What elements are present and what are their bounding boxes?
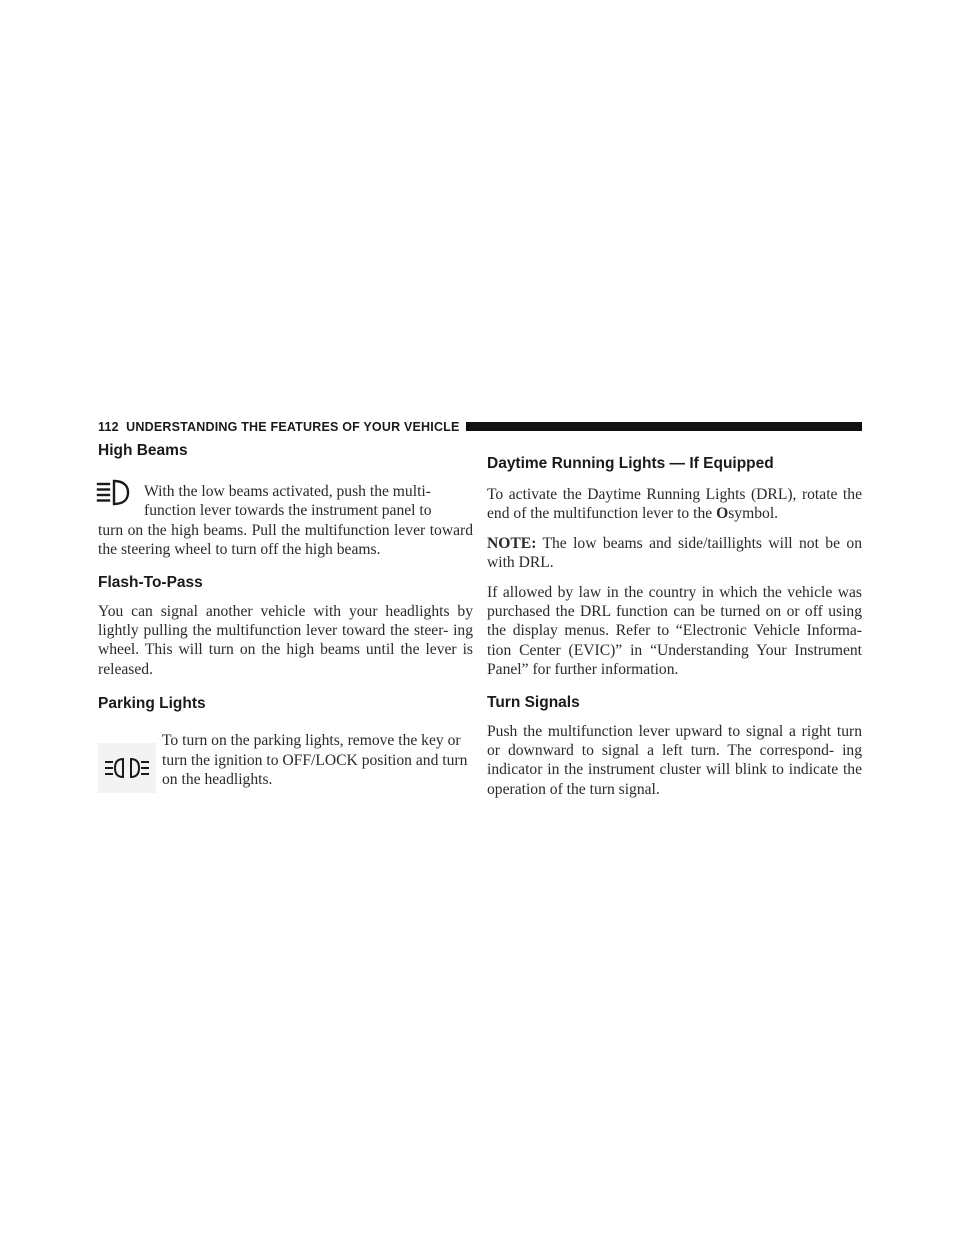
header-text xyxy=(98,420,460,434)
drl-body xyxy=(487,485,862,524)
drl-note xyxy=(487,534,862,573)
header-rule xyxy=(466,422,862,431)
high-beams-line1: With the low beams activated, push the multi- xyxy=(144,483,431,500)
turn-signals-body: Push the multifunction lever upward to signal a right turn or downward to signal a left turn. The correspond- ing indicator in the instrument cluster will blink to indicate the operation of the turn signal. xyxy=(487,722,862,798)
heading-flash-to-pass: Flash-To-Pass xyxy=(98,573,203,591)
left-column xyxy=(98,440,473,789)
page-number: 112 xyxy=(98,420,119,434)
note-body: The low beams and side/taillights will not be on with DRL. xyxy=(487,534,862,572)
high-beams-rest: turn on the high beams. Pull the multifunction lever toward the steering wheel to turn off the high beams. xyxy=(98,521,473,559)
high-beams-line2: function lever towards the instrument panel to xyxy=(144,502,432,520)
heading-drl: Daytime Running Lights — If Equipped xyxy=(487,455,774,472)
drl-symbol: O xyxy=(716,505,729,523)
parking-lights-body: To turn on the parking lights, remove the key or turn the ignition to OFF/LOCK position and turn on the headlights. xyxy=(162,732,468,789)
drl-law-body: If allowed by law in the country in which the vehicle was purchased the DRL function can be turned on or off using the display menus. Refer to “Electronic Vehicle Informa- tion Center (EVIC)” in “Understanding Your Instrument Panel” for further information. xyxy=(487,583,862,679)
section-title: UNDERSTANDING THE FEATURES OF YOUR VEHICLE xyxy=(126,420,460,434)
page-header xyxy=(98,418,862,438)
flash-to-pass-body: You can signal another vehicle with your headlights by lightly pulling the multifunction lever toward the steer- ing wheel. This will turn on the high beams until the lever is released. xyxy=(98,602,473,678)
parking-lights-block xyxy=(98,731,473,789)
heading-high-beams: High Beams xyxy=(98,442,188,459)
note-label: NOTE: xyxy=(487,534,537,552)
heading-turn-signals: Turn Signals xyxy=(487,693,580,711)
parking-lights-icon xyxy=(98,743,156,798)
right-column xyxy=(487,440,862,799)
heading-parking-lights: Parking Lights xyxy=(98,695,206,713)
high-beams-block xyxy=(98,482,473,560)
drl-body-post: symbol. xyxy=(728,505,779,523)
drl-body-pre: To activate the Daytime Running Lights (DRL), rotate the end of the multifunction lever to the xyxy=(487,486,862,523)
high-beam-icon xyxy=(96,479,132,512)
